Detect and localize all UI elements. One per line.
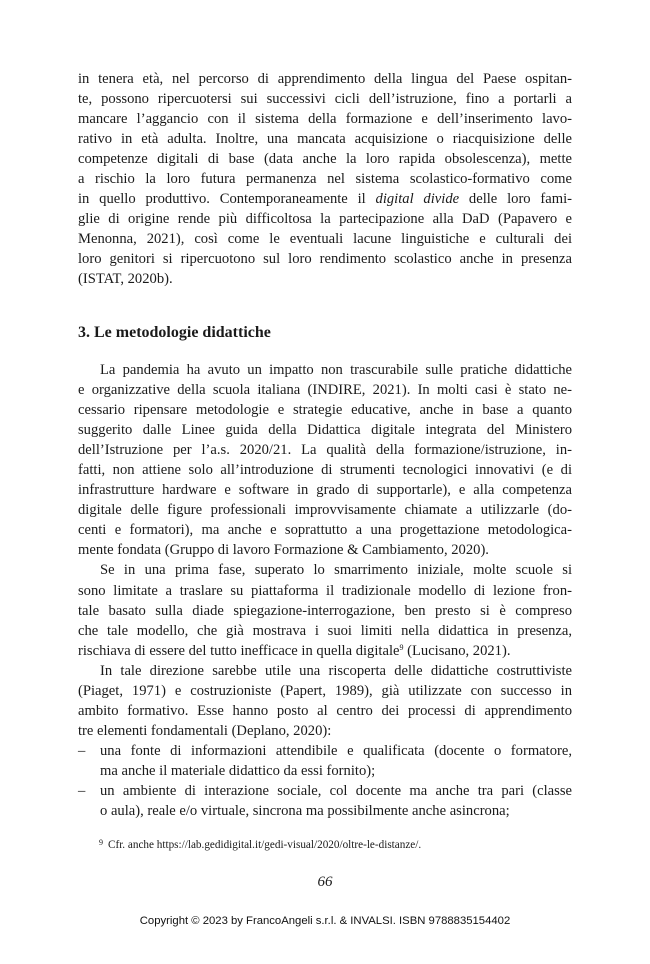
text-line: cessario ripensare metodologie e strategie educative, anche in base a quanto: [78, 402, 572, 419]
text-line: Menonna, 2021), così come le eventuali lacune linguistiche e culturali dei: [78, 231, 572, 248]
text-line: infrastrutture hardware e software in grado di supportarle), e alla competenza: [78, 482, 572, 499]
text-line: competenze digitali di base (data anche la loro rapida obsolescenza), mette: [78, 151, 572, 168]
text-line: (ISTAT, 2020b).: [78, 271, 173, 288]
text-line: dell’Istruzione per l’a.s. 2020/21. La qualità della formazione/istruzione, in-: [78, 442, 572, 459]
footnote-marker: 9: [399, 642, 404, 652]
footnote-number: 9: [99, 838, 103, 847]
text-line: In tale direzione sarebbe utile una riscoperta delle didattiche costruttiviste: [100, 662, 572, 679]
text-line: che tale modello, che già mostrava i suoi limiti nella didattica in presenza,: [78, 622, 572, 639]
text-line: fatti, non attiene solo all’introduzione di strumenti tecnologici innovativi (e di: [78, 462, 572, 479]
text-fragment: in quello produttivo. Contemporaneamente il: [78, 191, 376, 208]
text-line: digitale delle figure professionali improvvisamente chiamate a utilizzarle (do-: [78, 502, 572, 519]
text-line: tale basato sulla diade spiegazione-interrogazione, ben presto si è compreso: [78, 602, 572, 619]
section-heading: 3. Le metodologie didattiche: [78, 324, 271, 341]
text-line: suggerito dalle Linee guida della Didattica digitale integrata del Ministero: [78, 422, 572, 439]
text-fragment: delle loro fami-: [459, 191, 573, 208]
footnote-text: Cfr. anche https://lab.gedidigital.it/gedi-visual/2020/oltre-le-distanze/.: [108, 839, 422, 851]
page-number: 66: [317, 874, 333, 890]
copyright-notice: Copyright © 2023 by FrancoAngeli s.r.l. & INVALSI. ISBN 9788835154402: [139, 915, 511, 927]
text-line: (Piaget, 1971) e costruzioniste (Papert, 1989), già utilizzate con successo in: [78, 682, 572, 699]
text-line: Se in una prima fase, superato lo smarrimento iniziale, molte scuole si: [100, 562, 572, 579]
text-line: mancare l’aggancio con il sistema della formazione e dell’inserimento lavo-: [78, 111, 572, 128]
text-line: glie di origine rende più difficoltosa la partecipazione alla DaD (Papavero e: [78, 211, 572, 228]
text-line: tre elementi fondamentali (Deplano, 2020):: [78, 722, 332, 739]
text-line: [78, 641, 572, 661]
list-dash: –: [78, 742, 86, 759]
text-line: in tenera età, nel percorso di apprendimento della lingua del Paese ospitan-: [78, 71, 572, 87]
text-line: ambito formativo. Esse hanno posto al centro dei processi di apprendimento: [78, 702, 572, 719]
text-line: [78, 189, 572, 209]
text-line: e organizzative della scuola italiana (INDIRE, 2021). In molti casi è stato ne-: [78, 382, 572, 399]
paragraph: [78, 360, 572, 560]
footnote: [99, 836, 421, 852]
paragraph: [78, 661, 572, 741]
text-line: sono limitate a traslare su piattaforma il tradizionale modello di lezione fron-: [78, 582, 572, 599]
text-line: te, possono ripercuotersi sui successivi cicli dell’istruzione, fino a portarli a: [78, 91, 572, 108]
text-line: una fonte di informazioni attendibile e qualificata (docente o formatore,: [100, 742, 572, 759]
list-item: [78, 741, 572, 781]
text-line: ma anche il materiale didattico da essi fornito);: [100, 762, 376, 779]
text-line: centi e formatori), ma anche e soprattutto a una progettazione metodologica-: [78, 522, 572, 539]
text-line: rativo in età adulta. Inoltre, una mancata acquisizione o riacquisizione delle: [78, 131, 572, 148]
text-line: La pandemia ha avuto un impatto non trascurabile sulle pratiche didattiche: [100, 362, 572, 378]
text-line: mente fondata (Gruppo di lavoro Formazione & Cambiamento, 2020).: [78, 542, 489, 559]
text-line: o aula), reale e/o virtuale, sincrona ma possibilmente anche asincrona;: [100, 803, 510, 820]
text-line: loro genitori si ripercuotono sul loro rendimento scolastico anche in presenza: [78, 251, 572, 268]
text-fragment: rischiava di essere del tutto inefficace in quella digitale: [78, 642, 400, 659]
italic-term: digital divide: [375, 191, 460, 208]
text-fragment: (Lucisano, 2021).: [403, 642, 511, 659]
section-body: [78, 360, 572, 821]
paragraph: [78, 560, 572, 660]
text-line: un ambiente di interazione sociale, col docente ma anche tra pari (classe: [100, 782, 572, 799]
list-dash: –: [78, 782, 86, 799]
text-line: a rischio la loro futura permanenza nel sistema scolastico-formativo come: [78, 171, 572, 188]
list-item: [78, 781, 572, 821]
paragraph-continuation: [78, 69, 572, 290]
